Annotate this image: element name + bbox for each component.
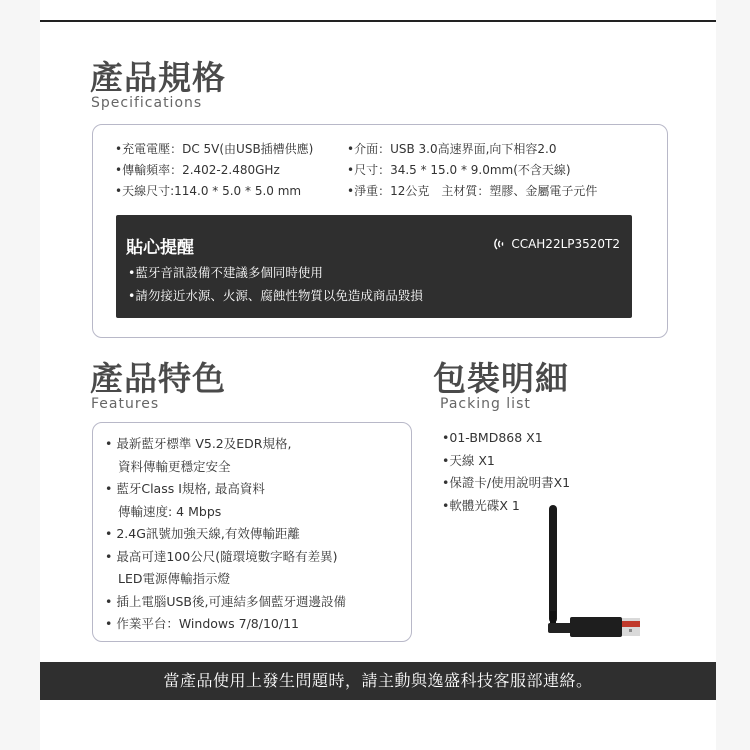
tips-list	[128, 261, 423, 307]
antenna-shape	[549, 505, 557, 623]
feature-line: 資料傳輸更穩定安全	[118, 458, 231, 474]
packing-item: •天線 X1	[442, 452, 495, 468]
product-page	[40, 0, 716, 750]
packing-item: •軟體光碟X 1	[442, 497, 520, 513]
features-subtitle: Features	[91, 396, 160, 412]
tips-panel	[116, 215, 632, 318]
top-divider	[40, 20, 716, 22]
spec-right-column	[347, 139, 597, 202]
ncc-model-label	[487, 236, 620, 252]
tip-item: •藍牙音訊設備不建議多個同時使用	[128, 265, 323, 280]
spec-title: 產品規格	[90, 58, 226, 97]
spec-left-column	[115, 139, 313, 202]
feature-line: • 2.4G訊號加強天線,有效傳輸距離	[105, 526, 300, 541]
usb-dongle-image	[540, 505, 650, 645]
spec-item: •淨重：12公克 主材質：塑膠、金屬電子元件	[347, 184, 598, 198]
feature-line: • 最高可達100公尺(隨環境數字略有差異)	[105, 548, 338, 564]
feature-line: LED電源傳輸指示燈	[118, 571, 230, 586]
feature-line: • 插上電腦USB後,可連結多個藍牙週邊設備	[105, 593, 346, 609]
features-box	[92, 422, 412, 642]
features-title: 產品特色	[90, 359, 226, 398]
packing-item: •保證卡/使用說明書X1	[442, 475, 571, 490]
spec-item: •傳輸頻率：2.402-2.480GHz	[115, 163, 280, 177]
packing-list	[442, 427, 570, 517]
feature-line: • 藍牙Class I規格, 最高資料	[105, 481, 265, 496]
spec-item: •充電電壓：DC 5V(由USB插槽供應)	[115, 142, 314, 156]
packing-title: 包裝明細	[433, 359, 569, 398]
wireless-signal-icon	[487, 236, 507, 252]
feature-line: • 最新藍牙標準 V5.2及EDR規格,	[105, 436, 292, 451]
feature-line: 傳輸速度: 4 Mbps	[118, 503, 222, 519]
model-number: CCAH22LP3520T2	[511, 237, 620, 251]
spec-item: •天線尺寸:114.0 * 5.0 * 5.0 mm	[115, 184, 302, 198]
spec-item: •介面：USB 3.0高速界面,向下相容2.0	[347, 142, 557, 156]
spec-box	[92, 124, 668, 338]
feature-line: • 作業平台：Windows 7/8/10/11	[105, 616, 299, 631]
tips-title: 貼心提醒	[126, 238, 194, 258]
features-list	[105, 433, 346, 636]
spec-item: •尺寸：34.5 * 15.0 * 9.0mm(不含天線)	[347, 163, 571, 177]
footer-banner: 當產品使用上發生問題時，請主動與逸盛科技客服部連絡。	[40, 662, 716, 700]
packing-item: •01-BMD868 X1	[442, 430, 543, 445]
tip-item: •請勿接近水源、火源、腐蝕性物質以免造成商品毀損	[128, 288, 423, 303]
packing-subtitle: Packing list	[440, 396, 531, 412]
spec-subtitle: Specifications	[91, 95, 203, 111]
dongle-body-shape	[570, 617, 622, 637]
